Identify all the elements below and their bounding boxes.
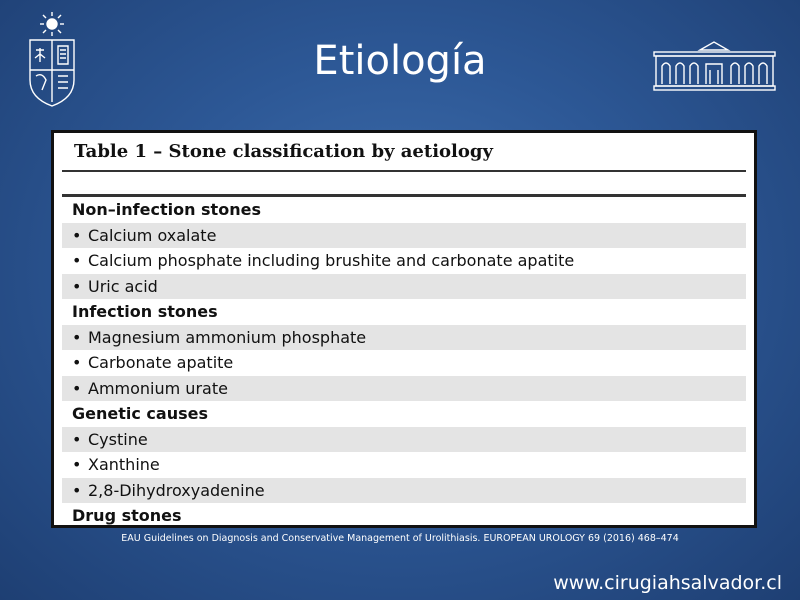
slide-title: Etiología: [313, 38, 487, 84]
table-row-item: [62, 325, 746, 351]
row-text: Magnesium ammonium phosphate: [88, 327, 367, 347]
row-text: Xanthine: [88, 455, 160, 474]
row-text: Genetic causes: [72, 404, 208, 423]
bullet-icon: •: [72, 455, 82, 474]
row-text: Drug stones: [72, 506, 182, 525]
bullet-icon: •: [72, 251, 82, 270]
bullet-icon: •: [72, 353, 82, 372]
table-title: Table 1 – Stone classification by aetiology: [62, 137, 746, 172]
bullet-icon: •: [72, 327, 82, 347]
footer-url: www.cirugiahsalvador.cl: [553, 572, 782, 594]
bullet-icon: •: [72, 429, 82, 449]
table-row-category: [62, 503, 746, 529]
table-row-item: [62, 350, 746, 376]
citation-text: EAU Guidelines on Diagnosis and Conservative Management of Urolithiasis. EUROPEAN UROLOGY 69 (2016) 468–474: [121, 533, 679, 544]
row-text: Infection stones: [72, 302, 218, 321]
bullet-icon: •: [72, 480, 82, 500]
table-row-item: [62, 478, 746, 504]
row-text: Calcium oxalate: [88, 225, 217, 245]
row-text: Ammonium urate: [88, 378, 228, 398]
bullet-icon: •: [72, 276, 82, 296]
table-row-item: [62, 376, 746, 402]
table-row-item: [62, 452, 746, 478]
bullet-icon: •: [72, 378, 82, 398]
table-row-category: [62, 299, 746, 325]
table-row-item: [62, 427, 746, 453]
row-text: Carbonate apatite: [88, 353, 234, 372]
table-row-category: [62, 401, 746, 427]
table-row-category: [62, 197, 746, 223]
row-text: Cystine: [88, 429, 148, 449]
row-text: Calcium phosphate including brushite and carbonate apatite: [88, 251, 575, 270]
classification-table: [51, 130, 757, 528]
table-row-item: [62, 248, 746, 274]
bullet-icon: •: [72, 225, 82, 245]
row-text: Uric acid: [88, 276, 158, 296]
table-row-item: [62, 274, 746, 300]
row-text: Non–infection stones: [72, 200, 261, 219]
row-text: 2,8-Dihydroxyadenine: [88, 480, 265, 500]
table-row-item: [62, 223, 746, 249]
